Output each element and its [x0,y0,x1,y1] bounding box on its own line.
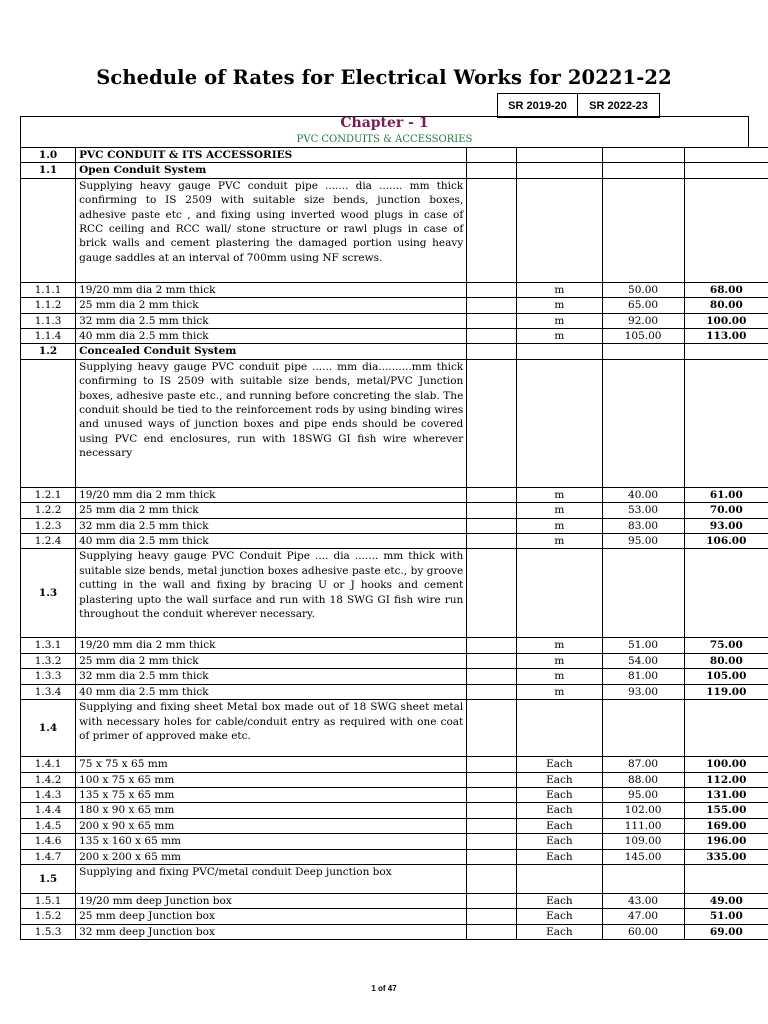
table-row [21,669,768,684]
table-row [21,684,768,699]
spacer-cell [467,818,517,833]
spacer-cell [467,772,517,787]
rate-2019-20: 95.00 [602,534,684,549]
spacer-cell [467,329,517,344]
item-number: 1.1.4 [21,329,76,344]
table-row [21,803,768,818]
table-row [21,757,768,772]
rate-2022-23: 93.00 [684,518,768,533]
item-description: Supplying heavy gauge PVC conduit pipe ....... dia ....... mm thick confirming to IS 2509 with suitable size bends, junction boxes, adhesive paste etc , and fixing using inverted wood plugs in case of RCC ceiling and RCC wall/ stone structure or rawl plugs in case of brick walls and cement plastering the damaged portion using heavy gauge saddles at an interval of 700mm using NF screws. [76,178,467,282]
table-row [21,178,768,282]
rate-2019-20: 81.00 [602,669,684,684]
item-number: 1.2.3 [21,518,76,533]
spacer-cell [467,178,517,282]
item-description: 32 mm deep Junction box [76,924,467,939]
item-number: 1.4 [21,700,76,757]
item-number: 1.0 [21,148,76,163]
table-row [21,700,768,757]
page-footer: 1 of 47 [371,984,397,993]
item-description: Supplying and fixing sheet Metal box made out of 18 SWG sheet metal with necessary holes for cable/conduit entry as required with one coat of primer of approved make etc. [76,700,467,757]
spacer-cell [467,534,517,549]
item-unit [517,163,602,178]
item-description: 135 x 160 x 65 mm [76,834,467,849]
item-number: 1.2.1 [21,487,76,502]
item-number: 1.4.6 [21,834,76,849]
item-number: 1.4.3 [21,787,76,802]
item-unit: m [517,638,602,653]
item-unit: m [517,282,602,297]
rate-2022-23 [684,163,768,178]
rate-2022-23: 70.00 [684,503,768,518]
table-row [21,834,768,849]
rate-2022-23: 61.00 [684,487,768,502]
item-number: 1.2 [21,344,76,359]
item-description: PVC CONDUIT & ITS ACCESSORIES [76,148,467,163]
rate-2022-23 [684,344,768,359]
rate-2019-20: 60.00 [602,924,684,939]
item-unit [517,864,602,893]
item-unit [517,549,602,638]
table-row [21,163,768,178]
table-row [21,549,768,638]
rate-2022-23: 106.00 [684,534,768,549]
rate-2022-23: 80.00 [684,298,768,313]
item-number: 1.5.1 [21,893,76,908]
rate-2022-23: 105.00 [684,669,768,684]
item-unit: Each [517,909,602,924]
item-unit: m [517,313,602,328]
table-row [21,298,768,313]
item-number: 1.1 [21,163,76,178]
spacer-cell [467,700,517,757]
item-unit: m [517,653,602,668]
item-unit: m [517,534,602,549]
item-description: 32 mm dia 2.5 mm thick [76,518,467,533]
spacer-cell [467,298,517,313]
rate-2019-20 [602,148,684,163]
item-unit: Each [517,849,602,864]
item-description: 25 mm dia 2 mm thick [76,653,467,668]
spacer-cell [467,313,517,328]
spacer-cell [467,803,517,818]
item-unit: Each [517,787,602,802]
item-description: 40 mm dia 2.5 mm thick [76,329,467,344]
rate-2019-20: 102.00 [602,803,684,818]
item-unit: Each [517,757,602,772]
spacer-cell [467,638,517,653]
item-unit: m [517,298,602,313]
rate-2019-20: 87.00 [602,757,684,772]
table-row [21,909,768,924]
item-unit: Each [517,924,602,939]
rate-2022-23 [684,148,768,163]
spacer-cell [467,669,517,684]
rate-2022-23: 49.00 [684,893,768,908]
item-description: 19/20 mm deep Junction box [76,893,467,908]
spacer-cell [467,757,517,772]
item-unit [517,148,602,163]
item-number: 1.4.7 [21,849,76,864]
item-unit: Each [517,893,602,908]
rate-2022-23: 131.00 [684,787,768,802]
item-description: 25 mm dia 2 mm thick [76,298,467,313]
table-row [21,344,768,359]
table-row [21,313,768,328]
item-description: 180 x 90 x 65 mm [76,803,467,818]
spacer-cell [467,909,517,924]
spacer-cell [467,834,517,849]
item-unit: Each [517,803,602,818]
rates-table [20,147,768,940]
spacer-cell [467,864,517,893]
rate-2022-23 [684,359,768,487]
rate-2022-23: 113.00 [684,329,768,344]
table-row [21,487,768,502]
item-unit: m [517,487,602,502]
rate-2019-20 [602,549,684,638]
rate-2022-23: 75.00 [684,638,768,653]
rate-2019-20: 111.00 [602,818,684,833]
sr-2022-23-header: SR 2022-23 [578,94,660,118]
item-unit [517,178,602,282]
rate-2019-20: 109.00 [602,834,684,849]
item-description: 19/20 mm dia 2 mm thick [76,487,467,502]
item-description: Concealed Conduit System [76,344,467,359]
item-number: 1.4.1 [21,757,76,772]
item-description: 40 mm dia 2.5 mm thick [76,534,467,549]
item-description: 200 x 200 x 65 mm [76,849,467,864]
spacer-cell [467,787,517,802]
table-row [21,893,768,908]
item-number: 1.4.2 [21,772,76,787]
rate-2019-20: 54.00 [602,653,684,668]
rate-2019-20: 88.00 [602,772,684,787]
rate-2019-20: 65.00 [602,298,684,313]
item-unit [517,344,602,359]
rate-2022-23: 69.00 [684,924,768,939]
item-description: 32 mm dia 2.5 mm thick [76,313,467,328]
item-number: 1.5.2 [21,909,76,924]
item-description: 100 x 75 x 65 mm [76,772,467,787]
table-row [21,638,768,653]
table-row [21,818,768,833]
rate-2019-20: 51.00 [602,638,684,653]
spacer-cell [467,148,517,163]
rate-2022-23: 80.00 [684,653,768,668]
rate-2022-23: 169.00 [684,818,768,833]
rate-2022-23: 335.00 [684,849,768,864]
item-description: Supplying and fixing PVC/metal conduit Deep junction box [76,864,467,893]
item-unit: m [517,503,602,518]
rate-2019-20 [602,344,684,359]
item-unit: Each [517,772,602,787]
rate-2019-20 [602,178,684,282]
spacer-cell [467,282,517,297]
item-number: 1.4.4 [21,803,76,818]
rate-2022-23: 100.00 [684,757,768,772]
item-number: 1.3.4 [21,684,76,699]
item-description: 40 mm dia 2.5 mm thick [76,684,467,699]
table-row [21,503,768,518]
item-description: 25 mm deep Junction box [76,909,467,924]
item-unit: m [517,518,602,533]
item-description: 25 mm dia 2 mm thick [76,503,467,518]
spacer-cell [467,487,517,502]
rate-2019-20: 92.00 [602,313,684,328]
rate-2019-20 [602,700,684,757]
item-number: 1.3.3 [21,669,76,684]
item-number: 1.5.3 [21,924,76,939]
item-unit: m [517,329,602,344]
rate-2022-23: 112.00 [684,772,768,787]
item-description: 19/20 mm dia 2 mm thick [76,282,467,297]
table-row [21,148,768,163]
spacer-cell [467,359,517,487]
item-description: Open Conduit System [76,163,467,178]
spacer-cell [467,849,517,864]
rate-2019-20: 40.00 [602,487,684,502]
spacer-cell [467,893,517,908]
chapter-title: Chapter - 1 [340,115,429,131]
rate-2022-23 [684,864,768,893]
rate-2019-20: 145.00 [602,849,684,864]
item-number: 1.3 [21,549,76,638]
rate-2022-23: 196.00 [684,834,768,849]
table-row [21,329,768,344]
rate-2022-23: 68.00 [684,282,768,297]
item-number: 1.1.2 [21,298,76,313]
rate-2022-23: 119.00 [684,684,768,699]
rate-2022-23 [684,549,768,638]
rate-2019-20 [602,864,684,893]
table-row [21,772,768,787]
spacer-cell [467,518,517,533]
page-title: Schedule of Rates for Electrical Works for 20221-22 [96,66,672,89]
spacer-cell [467,653,517,668]
table-row [21,534,768,549]
item-description: 19/20 mm dia 2 mm thick [76,638,467,653]
item-unit [517,700,602,757]
sr-2019-20-header: SR 2019-20 [498,94,578,118]
item-description: 75 x 75 x 65 mm [76,757,467,772]
table-row [21,924,768,939]
spacer-cell [467,924,517,939]
rate-2022-23 [684,178,768,282]
chapter-subtitle: PVC CONDUITS & ACCESSORIES [296,134,473,145]
rate-2019-20: 95.00 [602,787,684,802]
spacer-cell [467,549,517,638]
spacer-cell [467,503,517,518]
rate-2019-20 [602,163,684,178]
item-number: 1.1.3 [21,313,76,328]
rate-2019-20: 53.00 [602,503,684,518]
item-description: Supplying heavy gauge PVC Conduit Pipe .... dia ....... mm thick with suitable size bends, metal junction boxes adhesive paste etc., by groove cutting in the wall and fixing by bracing U or J hooks and cement plastering upto the wall surface and run with 18 SWG GI fish wire run throughout the conduit wherever necessary. [76,549,467,638]
item-unit: Each [517,818,602,833]
item-number [21,178,76,282]
item-number [21,359,76,487]
table-row [21,864,768,893]
rate-2019-20: 93.00 [602,684,684,699]
item-unit: m [517,669,602,684]
rate-2022-23: 155.00 [684,803,768,818]
table-row [21,653,768,668]
rate-2019-20: 83.00 [602,518,684,533]
item-number: 1.3.2 [21,653,76,668]
item-description: Supplying heavy gauge PVC conduit pipe ...... mm dia..........mm thick confirming to IS 2509 with suitable size bends, metal/PVC Junction boxes, adhesive paste etc., and running before concreting the slab. The conduit should be tied to the reinforcement rods by using binding wires and unused ways of junction boxes and pipe ends should be covered using PVC end enclosures, run with 18SWG GI fish wire wherever necessary [76,359,467,487]
spacer-cell [467,684,517,699]
table-row [21,282,768,297]
table-row [21,787,768,802]
item-number: 1.4.5 [21,818,76,833]
spacer-cell [467,344,517,359]
rate-2022-23 [684,700,768,757]
rate-2019-20 [602,359,684,487]
item-number: 1.5 [21,864,76,893]
item-unit [517,359,602,487]
rate-2022-23: 51.00 [684,909,768,924]
rate-2022-23: 100.00 [684,313,768,328]
rate-2019-20: 47.00 [602,909,684,924]
rate-2019-20: 50.00 [602,282,684,297]
item-description: 135 x 75 x 65 mm [76,787,467,802]
item-description: 200 x 90 x 65 mm [76,818,467,833]
rate-2019-20: 43.00 [602,893,684,908]
spacer-cell [467,163,517,178]
item-number: 1.1.1 [21,282,76,297]
item-description: 32 mm dia 2.5 mm thick [76,669,467,684]
table-row [21,518,768,533]
table-row [21,849,768,864]
table-row [21,359,768,487]
item-number: 1.3.1 [21,638,76,653]
item-unit: m [517,684,602,699]
item-number: 1.2.2 [21,503,76,518]
chapter-heading [20,116,749,147]
rate-2019-20: 105.00 [602,329,684,344]
item-number: 1.2.4 [21,534,76,549]
item-unit: Each [517,834,602,849]
